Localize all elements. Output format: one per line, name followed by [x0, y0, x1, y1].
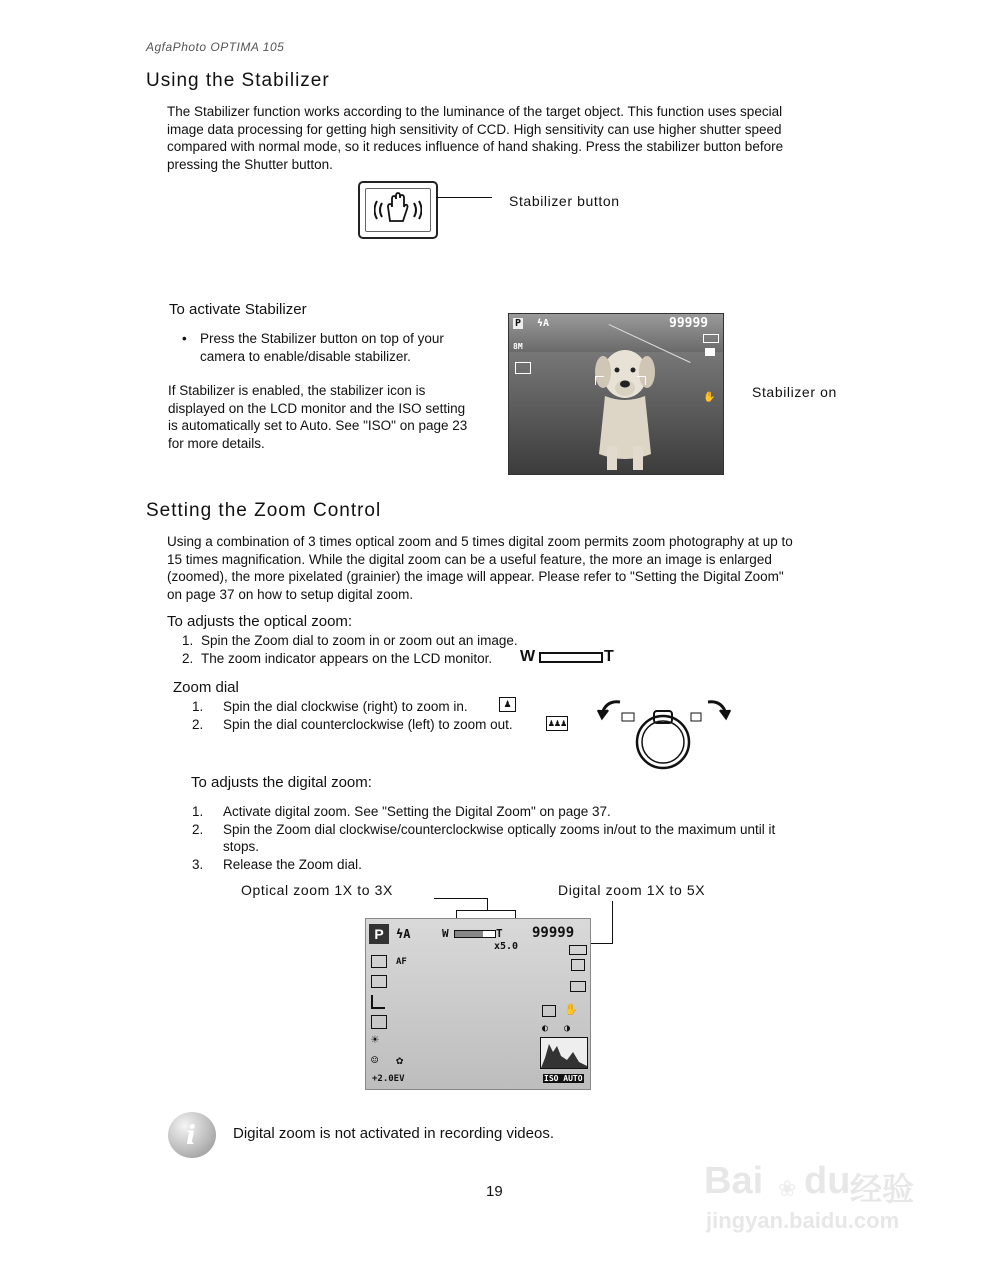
activate-heading: To activate Stabilizer	[169, 301, 307, 318]
mode-icon: P	[515, 318, 522, 329]
optical-zoom-label: Optical zoom 1X to 3X	[241, 882, 393, 898]
iso-value: ISO AUTO	[544, 1074, 583, 1083]
mode-icon: P	[369, 924, 389, 944]
display-icon	[570, 981, 586, 992]
callout-line	[589, 943, 613, 944]
step-number: 2.	[182, 650, 194, 666]
stabilizer-intro	[167, 103, 783, 173]
watermark-cn: 经验	[850, 1171, 915, 1207]
info-icon: i	[168, 1112, 216, 1158]
watermark-brand2: du	[804, 1160, 851, 1202]
histogram	[540, 1037, 588, 1069]
dog-image	[579, 334, 669, 474]
battery-icon	[569, 945, 587, 955]
focus-frame	[637, 376, 646, 385]
bullet-line: Press the Stabilizer button on top of your	[200, 331, 444, 346]
paw-icon: ❀	[778, 1176, 797, 1201]
digital-zoom-steps	[192, 803, 775, 873]
step-text: stops.	[223, 839, 260, 854]
note-line: for more details.	[168, 435, 265, 451]
callout-line	[434, 898, 487, 899]
zoom-w-label: W	[442, 927, 449, 940]
watermark	[704, 1160, 934, 1240]
contrast-icon: ◑	[564, 1023, 571, 1034]
hand-shake-icon	[374, 191, 422, 229]
optical-zoom-steps	[182, 632, 518, 667]
note-line: is automatically set to Auto. See "ISO" on page 23	[168, 418, 468, 433]
note-line: displayed on the LCD monitor and the ISO setting	[168, 400, 466, 416]
drive-icon	[542, 1005, 556, 1017]
zoom-ratio: x5.0	[494, 941, 519, 952]
focus-frame	[595, 376, 604, 385]
document-header: AgfaPhoto OPTIMA 105	[146, 40, 285, 54]
intro-line: on page 37 on how to setup digital zoom.	[167, 586, 414, 602]
step-number: 1.	[192, 804, 204, 819]
bullet-line: camera to enable/disable stabilizer.	[200, 348, 411, 364]
step-text: The zoom indicator appears on the LCD monitor.	[201, 650, 493, 666]
step-text: Spin the Zoom dial to zoom in or zoom out an image.	[201, 633, 518, 648]
flash-icon: ϟA	[537, 318, 550, 329]
step-number: 2.	[192, 821, 204, 837]
page-number: 19	[486, 1183, 503, 1200]
shot-count: 99999	[532, 925, 575, 941]
image-size-icon: 8M	[513, 342, 523, 351]
intro-line: compared with normal mode, so it reduces influence of hand shaking. Press the stabilizer button before	[167, 139, 784, 154]
zoom-dial-heading: Zoom dial	[173, 679, 239, 696]
activate-bullet	[182, 330, 444, 365]
quality-icon	[515, 362, 531, 374]
zoom-indicator-w: W	[520, 648, 536, 665]
focus-icon	[371, 1015, 387, 1029]
callout-line	[612, 901, 613, 944]
intro-line: image data processing for getting high sensitivity of CCD. High sensitivity can use higher shutter speed	[167, 121, 782, 137]
zoom-dial-steps	[192, 698, 513, 733]
section-heading-stabilizer: Using the Stabilizer	[146, 70, 330, 91]
note-line: If Stabilizer is enabled, the stabilizer icon is	[168, 383, 426, 398]
intro-line: (zoomed), the more pixelated (grainier) the image will appear. Please refer to "Setting the Digital Zoom"	[167, 569, 784, 584]
optical-zoom-heading: To adjusts the optical zoom:	[167, 613, 353, 630]
stabilizer-on-icon: ✋	[703, 392, 716, 403]
zoom-intro	[167, 533, 793, 603]
quality-icon	[371, 975, 387, 988]
callout-line	[487, 898, 488, 910]
af-icon: AF	[396, 957, 407, 967]
shot-count: 99999	[669, 316, 709, 331]
note-text: Digital zoom is not activated in recording videos.	[233, 1125, 554, 1142]
ev-value: +2.0EV	[372, 1074, 405, 1084]
bullet-icon: •	[182, 331, 187, 346]
step-text: Release the Zoom dial.	[223, 856, 362, 872]
intro-line: pressing the Shutter button.	[167, 156, 333, 172]
zoom-out-icon: ♟♟♟	[546, 716, 568, 731]
histogram-graph	[541, 1038, 587, 1068]
step-text: Spin the dial counterclockwise (left) to zoom out.	[223, 716, 513, 732]
macro-icon: ✿	[396, 1053, 404, 1067]
step-number: 1.	[192, 699, 204, 714]
zoom-t-label: T	[496, 927, 503, 940]
intro-line: 15 times magnification. While the digital zoom can be a useful feature, the more an image is enlarged	[167, 551, 772, 567]
memory-icon	[571, 959, 585, 971]
watermark-brand: Bai	[704, 1160, 764, 1202]
step-text: Activate digital zoom. See "Setting the Digital Zoom" on page 37.	[223, 804, 611, 819]
memory-icon	[705, 348, 715, 356]
watermark-url: jingyan.baidu.com	[706, 1208, 900, 1233]
battery-icon	[703, 334, 719, 343]
step-number: 1.	[182, 633, 194, 648]
zoom-dial-illustration	[594, 690, 734, 776]
digital-zoom-label: Digital zoom 1X to 5X	[558, 882, 706, 898]
stabilizer-note	[168, 382, 467, 452]
zoom-bar	[454, 930, 496, 938]
lcd-zoom-display	[365, 918, 591, 1090]
stabilizer-button-label: Stabilizer button	[509, 193, 620, 209]
saturation-icon: ◐	[542, 1023, 549, 1034]
section-heading-zoom: Setting the Zoom Control	[146, 500, 382, 521]
zoom-in-icon: ♟	[499, 697, 516, 712]
step-number: 3.	[192, 856, 204, 872]
callout-line	[456, 910, 516, 911]
digital-zoom-heading: To adjusts the digital zoom:	[191, 774, 372, 791]
metering-icon	[371, 995, 385, 1009]
intro-line: Using a combination of 3 times optical zoom and 5 times digital zoom permits zoom photography at up to	[167, 534, 793, 549]
face-detect-icon: ☺	[371, 1053, 379, 1067]
callout-line	[436, 197, 492, 198]
intro-line: The Stabilizer function works according to the luminance of the target object. This function uses special	[167, 104, 783, 119]
step-text: Spin the Zoom dial clockwise/counterclockwise optically zooms in/out to the maximum until it	[223, 821, 776, 837]
stabilizer-button-illustration	[358, 181, 438, 239]
image-size-icon	[371, 955, 387, 968]
zoom-indicator-t: T	[604, 648, 614, 665]
zoom-bar	[539, 652, 603, 663]
white-balance-icon: ☀	[371, 1033, 379, 1048]
flash-icon: ϟA	[396, 927, 411, 941]
lcd-photo-stabilizer	[508, 313, 724, 475]
step-number: 2.	[192, 716, 204, 732]
step-text: Spin the dial clockwise (right) to zoom in.	[223, 699, 468, 714]
stabilizer-icon: ✋	[564, 1003, 578, 1016]
stabilizer-on-label: Stabilizer on	[752, 384, 837, 400]
